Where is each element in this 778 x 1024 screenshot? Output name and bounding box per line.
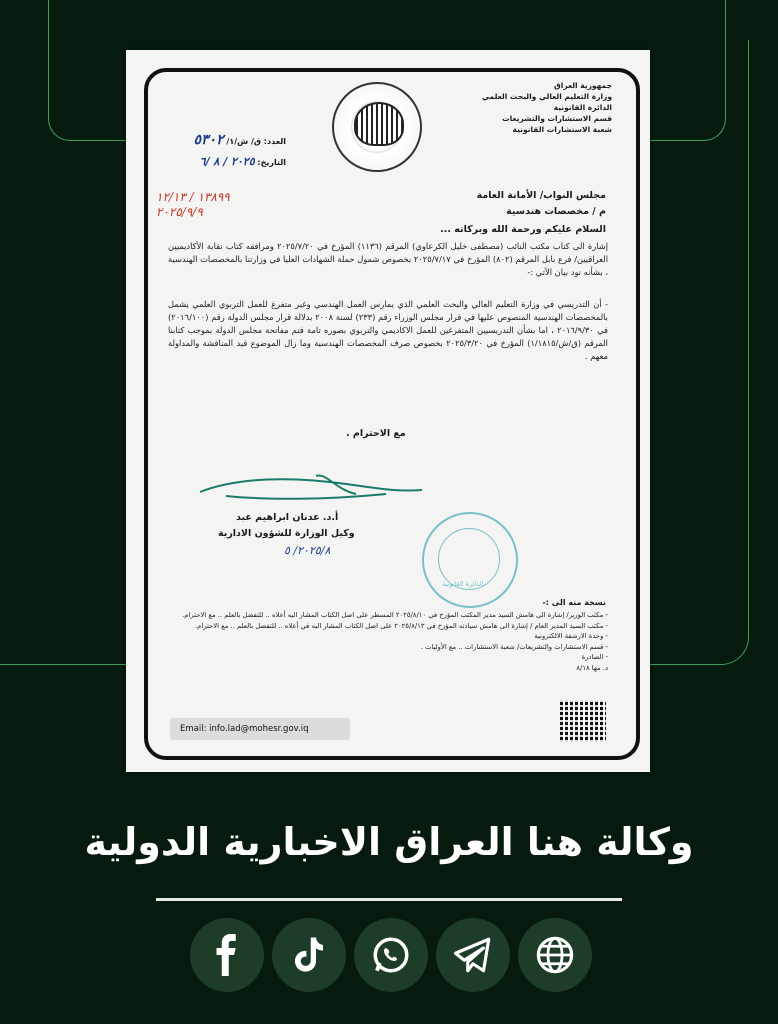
signer-name: أ.د. عدنان ابراهيم عبد bbox=[236, 512, 339, 523]
tiktok-icon[interactable] bbox=[272, 918, 346, 992]
ref-number: ٥٣٠٢ bbox=[193, 132, 224, 148]
social-icons-row bbox=[190, 918, 590, 992]
date-value: ٢٠٢٥ / ٨ /٦ bbox=[199, 155, 255, 168]
email-footer: Email: info.lad@mohesr.gov.iq bbox=[170, 718, 350, 740]
brand-divider bbox=[156, 898, 622, 901]
copies-title: نسخة منه الى :- bbox=[542, 598, 606, 607]
whatsapp-icon[interactable] bbox=[354, 918, 428, 992]
reference-block bbox=[186, 130, 286, 173]
subject: م / مخصصات هندسية bbox=[506, 206, 606, 217]
addressee: مجلس النواب/ الأمانة العامة bbox=[476, 190, 606, 201]
handwritten-note: ١٣٨٩٩ / ١٢/١٣ ٢٠٢٥/٩/٩ bbox=[156, 190, 230, 219]
copies-list bbox=[168, 610, 608, 673]
telegram-icon[interactable] bbox=[436, 918, 510, 992]
letterhead-line: قسم الاستشارات والتشريعات bbox=[502, 114, 612, 123]
paragraph-1: إشارة الى كتاب مكتب النائب (مصطفى خليل الكرعاوي) المرقم (١١٣٦) المؤرخ في ٢٠٢٥/٧/٢٠ ومرافقه كتاب نقابة الأكاديميين العراقيين/ فرع بابل المرقم (٨٠٢) المؤرخ في ٢٠٢٥/٧/١٧ بخصوص شمول حملة الشهادات العليا في وزارتنا بالمخصصات الهندسية ، بشأنه نود بيان الآتي :- bbox=[168, 241, 609, 277]
copy-item: د. مها ٨/١٨ bbox=[576, 663, 608, 672]
letterhead-line: شعبة الاستشارات القانونية bbox=[512, 125, 612, 134]
official-stamp-icon bbox=[422, 512, 518, 608]
qr-code-icon bbox=[560, 700, 606, 742]
ref-label: العدد: ق/ ش/١/ bbox=[226, 137, 286, 146]
date-label: التاريخ: bbox=[257, 158, 286, 167]
facebook-icon[interactable] bbox=[190, 918, 264, 992]
letterhead-line: وزارة التعليم العالي والبحث العلمي bbox=[481, 92, 612, 101]
copy-item: - مكتب الوزير/ إشارة الى هامش السيد مدير المكتب المؤرخ في ٢٠٢٥/٨/١٠ المسطر على اصل الكتاب المشار اليه أعلاه .. للتفضل بالعلم .. مع الاحترام. bbox=[182, 611, 608, 619]
official-letter bbox=[126, 50, 650, 772]
letterhead-ministry bbox=[482, 80, 612, 135]
copy-item: - الصادرة bbox=[581, 653, 608, 661]
paragraph-2: - أن التدريسي في وزارة التعليم العالي والبحث العلمي الذي يمارس العمل الهندسي وغير متفرغ للعمل التربوي العلمي يشمل بالمخصصات الهندسية المنصوص عليها في قرار مجلس الوزراء رقم (٢٣٣) لسنة ٢٠٠٨ بدلالة قرار مجلس الدولة رقم (٢٠١٦/١٠٠) في ٢٠١٦/٩/٣٠ ، اما بشأن التدريسيين المتفرغين للعمل الاكاديمي والتربوي بصوره تامة فتم مفاتحة مجلس الدولة بموجب كتابنا المرقم (ق/ش/١/١٨١٥) المؤرخ في ٢٠٢٥/٣/٢٠ بخصوص صرف المخصصات الهندسية وما زال الموضوع قيد المناقشة والمداولة معهم . bbox=[168, 299, 608, 361]
copy-item: - وحدة الارشفة الالكترونية bbox=[534, 632, 608, 640]
signer-title: وكيل الوزارة للشؤون الادارية bbox=[218, 528, 355, 539]
sign-date: ٢٠٢٥/٨/ ٥ bbox=[284, 544, 331, 557]
copy-item: - مكتب السيد المدير العام / إشارة الى هامش سيادته المؤرخ في ٢٠٢٥/٨/١٣ على اصل الكتاب المشار اليه في أعلاه .. للتفضل بالعلم .. مع الاحترام. bbox=[194, 621, 608, 630]
ministry-logo-icon bbox=[332, 82, 422, 172]
globe-icon[interactable] bbox=[518, 918, 592, 992]
greeting: السلام عليكم ورحمة الله وبركاته ... bbox=[440, 224, 606, 235]
letterhead-line: جمهورية العراق bbox=[554, 81, 612, 90]
stamp-text: الدائرة القانونية bbox=[442, 580, 484, 588]
copy-item: - قسم الاستشارات والتشريعات/ شعبة الاستشارات .. مع الأوليات . bbox=[420, 642, 608, 651]
letterhead-line: الدائرة القانونية bbox=[553, 103, 612, 112]
signature-icon bbox=[196, 470, 426, 510]
closing: مع الاحترام . bbox=[346, 428, 406, 439]
brand-title: وكالة هنا العراق الاخبارية الدولية bbox=[84, 820, 694, 864]
